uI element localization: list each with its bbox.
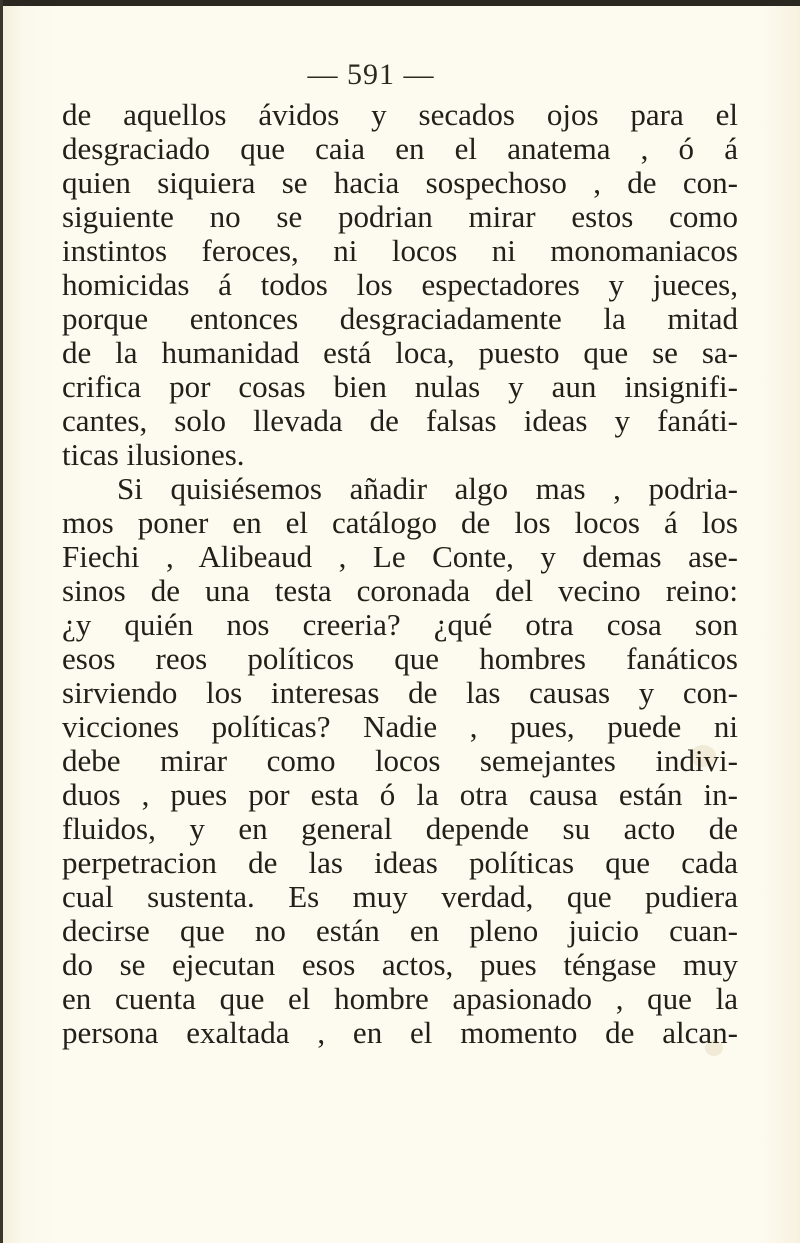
text-line: persona exaltada , en el momento de alcan- bbox=[62, 1016, 738, 1050]
text-line: esos reos políticos que hombres fanáticos bbox=[62, 642, 738, 676]
text-line: desgraciado que caia en el anatema , ó á bbox=[62, 132, 738, 166]
body-text bbox=[62, 98, 738, 1050]
text-line: perpetracion de las ideas políticas que cada bbox=[62, 846, 738, 880]
text-line: decirse que no están en pleno juicio cuan- bbox=[62, 914, 738, 948]
text-line: de la humanidad está loca, puesto que se sa- bbox=[62, 336, 738, 370]
text-line: do se ejecutan esos actos, pues téngase muy bbox=[62, 948, 738, 982]
text-line: duos , pues por esta ó la otra causa están in- bbox=[62, 778, 738, 812]
text-line: instintos feroces, ni locos ni monomaniacos bbox=[62, 234, 738, 268]
text-line: sirviendo los interesas de las causas y con- bbox=[62, 676, 738, 710]
text-line: de aquellos ávidos y secados ojos para el bbox=[62, 98, 738, 132]
text-line: mos poner en el catálogo de los locos á los bbox=[62, 506, 738, 540]
text-line: debe mirar como locos semejantes indivi- bbox=[62, 744, 738, 778]
text-line: ¿y quién nos creeria? ¿qué otra cosa son bbox=[62, 608, 738, 642]
text-line: porque entonces desgraciadamente la mitad bbox=[62, 302, 738, 336]
paragraph-start-line: Si quisiésemos añadir algo mas , podria- bbox=[117, 472, 738, 506]
text-line: Fiechi , Alibeaud , Le Conte, y demas ase- bbox=[62, 540, 738, 574]
text-line: cantes, solo llevada de falsas ideas y fanáti- bbox=[62, 404, 738, 438]
text-line: siguiente no se podrian mirar estos como bbox=[62, 200, 738, 234]
text-line: quien siquiera se hacia sospechoso , de con- bbox=[62, 166, 738, 200]
text-line: vicciones políticas? Nadie , pues, puede ni bbox=[62, 710, 738, 744]
text-line: homicidas á todos los espectadores y jueces, bbox=[62, 268, 738, 302]
text-line: en cuenta que el hombre apasionado , que la bbox=[62, 982, 738, 1016]
text-line: sinos de una testa coronada del vecino reino: bbox=[62, 574, 738, 608]
text-line: fluidos, y en general depende su acto de bbox=[62, 812, 738, 846]
paragraph-end-line: ticas ilusiones. bbox=[62, 438, 245, 472]
text-line: crifica por cosas bien nulas y aun insignifi- bbox=[62, 370, 738, 404]
binding-edge bbox=[0, 0, 3, 1243]
text-line: cual sustenta. Es muy verdad, que pudiera bbox=[62, 880, 738, 914]
page-number: — 591 — bbox=[307, 58, 435, 91]
top-edge-rule bbox=[0, 0, 800, 6]
